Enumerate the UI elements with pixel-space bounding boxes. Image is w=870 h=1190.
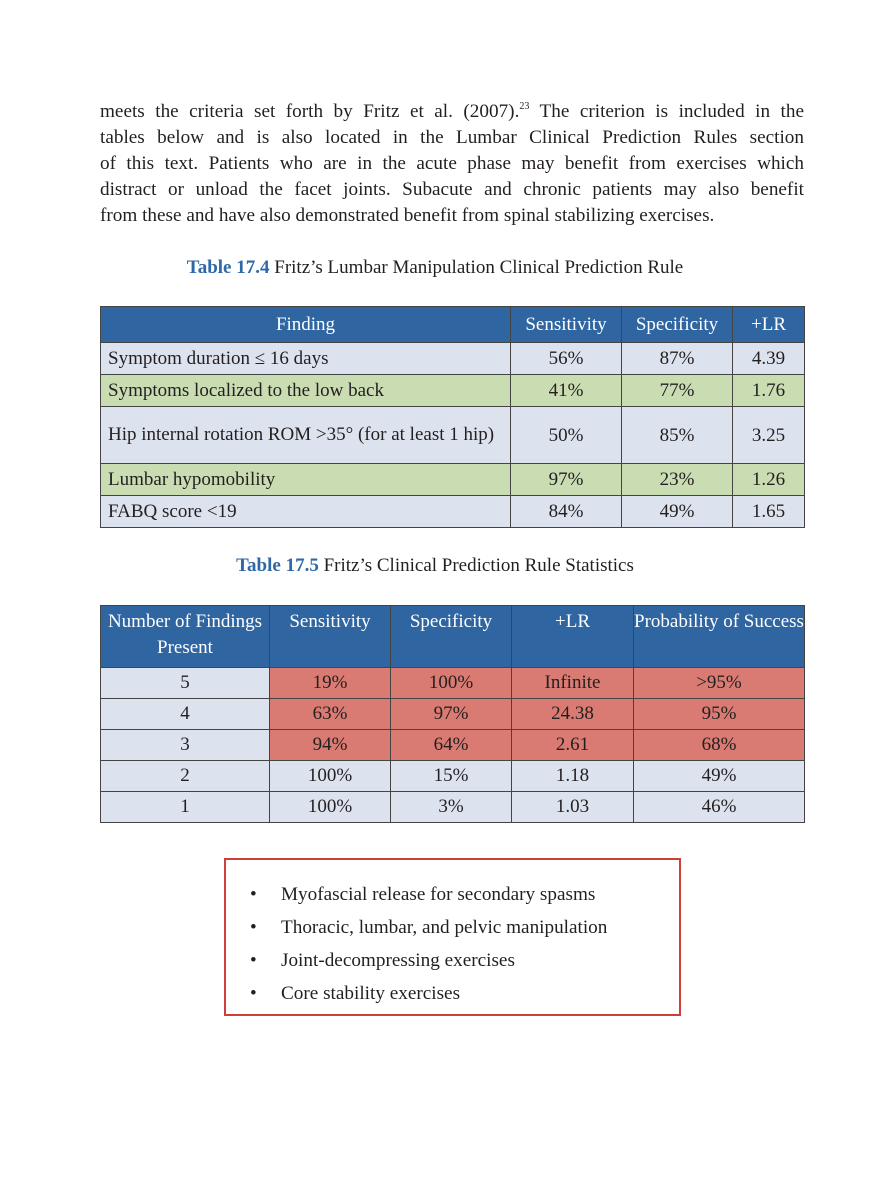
- bullet-icon: •: [250, 884, 257, 905]
- specificity-cell: 97%: [391, 699, 512, 730]
- lr-cell: 2.61: [512, 730, 634, 761]
- list-item: [250, 911, 607, 944]
- header-lr: +LR: [733, 307, 805, 343]
- list-item-text: Myofascial release for secondary spasms: [281, 884, 596, 905]
- lr-cell: 24.38: [512, 699, 634, 730]
- paragraph-line-4: distract or unload the facet joints. Subacute and chronic patients may also benefit: [100, 179, 804, 200]
- finding-cell: Symptom duration ≤ 16 days: [101, 343, 511, 375]
- table-row: [101, 343, 805, 375]
- probability-cell: 46%: [634, 792, 805, 823]
- header-findings-present: Number of Findings Present: [101, 606, 270, 668]
- lr-cell: 1.65: [733, 496, 805, 528]
- probability-cell: 49%: [634, 761, 805, 792]
- header-lr: +LR: [512, 606, 634, 668]
- list-item: [250, 977, 607, 1010]
- sensitivity-cell: 63%: [270, 699, 391, 730]
- header-sensitivity: Sensitivity: [270, 606, 391, 668]
- sensitivity-cell: 50%: [511, 407, 622, 464]
- header-sensitivity: Sensitivity: [511, 307, 622, 343]
- specificity-cell: 87%: [622, 343, 733, 375]
- lr-cell: 1.18: [512, 761, 634, 792]
- specificity-cell: 85%: [622, 407, 733, 464]
- table-row: [101, 761, 805, 792]
- finding-cell: Hip internal rotation ROM >35° (for at least 1 hip): [101, 407, 511, 464]
- findings-count-cell: 4: [101, 699, 270, 730]
- finding-cell: FABQ score <19: [101, 496, 511, 528]
- lr-cell: 1.26: [733, 464, 805, 496]
- table-header-row: [101, 606, 805, 668]
- list-item: [250, 878, 607, 911]
- header-probability: Probability of Success: [634, 606, 805, 668]
- table-17-5-caption: [0, 554, 870, 578]
- table-number: Table 17.4: [186, 257, 270, 278]
- lr-cell: 3.25: [733, 407, 805, 464]
- probability-cell: >95%: [634, 668, 805, 699]
- table-row: [101, 407, 805, 464]
- probability-cell: 68%: [634, 730, 805, 761]
- table-row: [101, 792, 805, 823]
- prediction-statistics-table: [100, 605, 805, 823]
- list-item-text: Core stability exercises: [281, 983, 461, 1004]
- finding-cell: Lumbar hypomobility: [101, 464, 511, 496]
- table-title: Fritz’s Lumbar Manipulation Clinical Prediction Rule: [269, 257, 684, 278]
- citation-superscript: 23: [519, 101, 530, 112]
- table-row: [101, 464, 805, 496]
- bullet-icon: •: [250, 950, 257, 971]
- paragraph-line-5: from these and have also demonstrated benefit from spinal stabilizing exercises.: [100, 205, 715, 226]
- bullet-icon: •: [250, 917, 257, 938]
- paragraph-line-2: tables below and is also located in the Lumbar Clinical Prediction Rules section: [100, 127, 804, 148]
- table-row: [101, 668, 805, 699]
- sensitivity-cell: 94%: [270, 730, 391, 761]
- header-specificity: Specificity: [391, 606, 512, 668]
- finding-cell: Symptoms localized to the low back: [101, 375, 511, 407]
- findings-count-cell: 3: [101, 730, 270, 761]
- table-header-row: [101, 307, 805, 343]
- list-item: [250, 944, 607, 977]
- table-row: [101, 496, 805, 528]
- table-row: [101, 730, 805, 761]
- table-17-4-caption: [0, 256, 870, 280]
- findings-count-cell: 2: [101, 761, 270, 792]
- specificity-cell: 15%: [391, 761, 512, 792]
- table-title: Fritz’s Clinical Prediction Rule Statistics: [318, 555, 634, 576]
- list-item-text: Joint-decompressing exercises: [281, 950, 515, 971]
- treatment-callout-box: [224, 858, 681, 1016]
- sensitivity-cell: 97%: [511, 464, 622, 496]
- specificity-cell: 100%: [391, 668, 512, 699]
- sensitivity-cell: 56%: [511, 343, 622, 375]
- specificity-cell: 49%: [622, 496, 733, 528]
- body-paragraph: [100, 99, 804, 229]
- lr-cell: 4.39: [733, 343, 805, 375]
- lr-cell: Infinite: [512, 668, 634, 699]
- specificity-cell: 23%: [622, 464, 733, 496]
- lr-cell: 1.76: [733, 375, 805, 407]
- specificity-cell: 3%: [391, 792, 512, 823]
- specificity-cell: 77%: [622, 375, 733, 407]
- findings-count-cell: 1: [101, 792, 270, 823]
- header-specificity: Specificity: [622, 307, 733, 343]
- probability-cell: 95%: [634, 699, 805, 730]
- sensitivity-cell: 100%: [270, 761, 391, 792]
- lr-cell: 1.03: [512, 792, 634, 823]
- treatment-list: [250, 878, 607, 1010]
- findings-count-cell: 5: [101, 668, 270, 699]
- list-item-text: Thoracic, lumbar, and pelvic manipulation: [281, 917, 608, 938]
- sensitivity-cell: 41%: [511, 375, 622, 407]
- sensitivity-cell: 84%: [511, 496, 622, 528]
- paragraph-line-1: meets the criteria set forth by Fritz et al. (2007).$^{23}$ The criterion is included in the: [100, 101, 804, 122]
- sensitivity-cell: 19%: [270, 668, 391, 699]
- table-number: Table 17.5: [236, 555, 319, 576]
- specificity-cell: 64%: [391, 730, 512, 761]
- sensitivity-cell: 100%: [270, 792, 391, 823]
- table-row: [101, 699, 805, 730]
- bullet-icon: •: [250, 983, 257, 1004]
- manipulation-prediction-table: [100, 306, 805, 528]
- paragraph-line-3: of this text. Patients who are in the acute phase may benefit from exercises which: [100, 153, 804, 174]
- header-finding: Finding: [101, 307, 511, 343]
- table-row: [101, 375, 805, 407]
